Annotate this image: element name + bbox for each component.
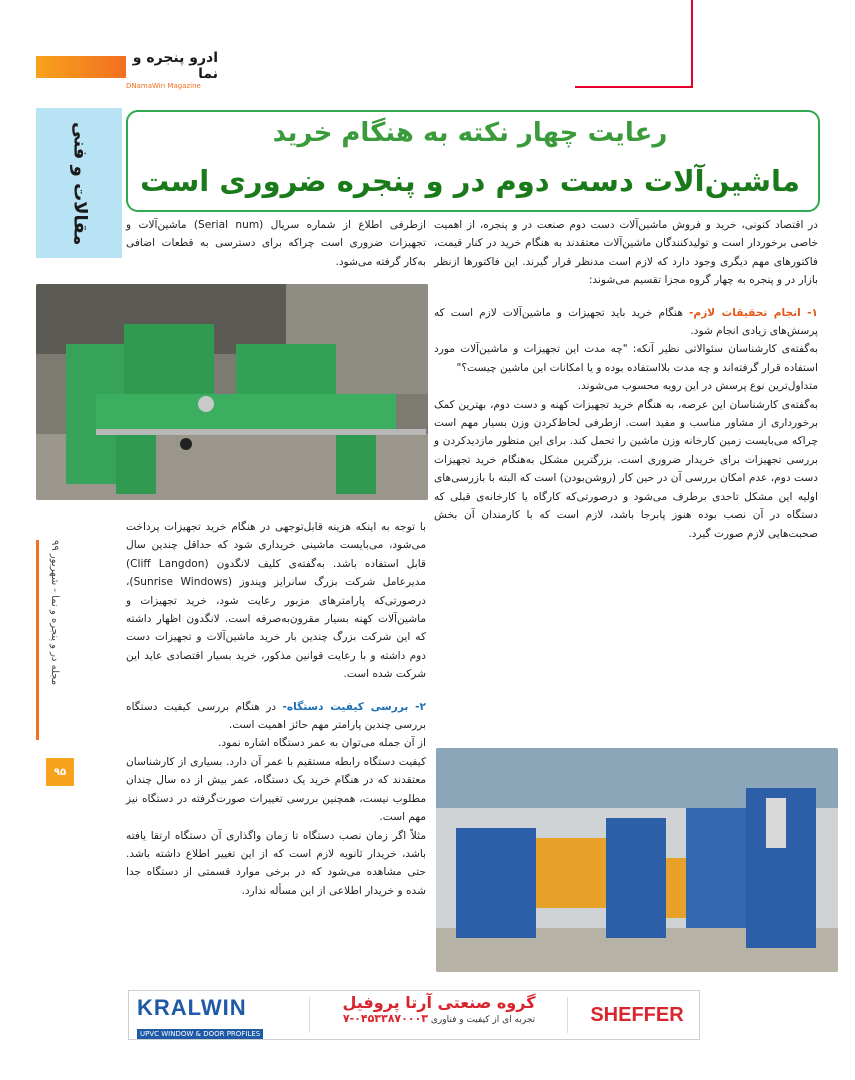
arta-subtitle	[319, 1012, 559, 1025]
header-red-hline	[575, 86, 693, 88]
arta-phone: ۰۴۵۳۳۸۷۰۰۰۳-۷	[342, 1012, 428, 1025]
left-mid-paragraph-3: کیفیت دستگاه رابطه مستقیم با عمر آن دارد. بسیاری از کارشناسان معتقدند که در هنگام خرید یک دستگاه، عمر بیش از ده سال چندان مطلوب نیست، همچنین بررسی تغییرات صورت‌گرفته در دستگاه نیز مهم است.	[126, 755, 426, 824]
intro-paragraph: در اقتصاد کنونی، خرید و فروش ماشین‌آلات دست دوم صنعت در و پنجره، از اهمیت خاصی برخوردار است و تولیدکنندگان ماشین‌آلات معتقدند به هنگام خرید در کنار قیمت، فاکتورهای مهم دیگری وجود دارد که لازم است مدنظر قرار گیرند. این فاکتورها ازنظر بازار در و پنجره به چهار گروه مجزا تقسیم می‌شوند:	[434, 219, 818, 287]
arta-tagline: تجربه ای از کیفیت و فناوری	[430, 1015, 536, 1025]
right-column	[434, 216, 818, 543]
section-2-body: در هنگام بررسی کیفیت دستگاه بررسی چندین پارامتر مهم حائز اهمیت است.	[126, 700, 426, 732]
window-machines-image	[436, 748, 838, 972]
arta-profile-block	[319, 993, 559, 1025]
header-red-line	[691, 0, 693, 88]
right-paragraph-3: متداول‌ترین نوع پرسش در این رویه محسوب می‌شوند.	[577, 380, 818, 393]
right-paragraph-2: به‌گفته‌ی کارشناسان سئوالاتی نظیر آنکه: "چه مدت این تجهیزات و ماشین‌آلات مورد استفاده قرار گرفته‌اند و چه مدت بلااستفاده بوده و یا امکانات این ماشین چیست؟"	[434, 343, 818, 374]
sheffer-brand: SHEFFER	[590, 1003, 684, 1026]
page-number: ۹۵	[46, 758, 74, 786]
section-2-heading: ۲- بررسی کیفیت دستگاه-	[282, 700, 426, 713]
kralwin-brand: KRALWIN	[137, 995, 247, 1020]
ad-banner[interactable]	[128, 990, 700, 1040]
left-mid-paragraph-2: از آن جمله می‌توان به عمر دستگاه اشاره نمود.	[218, 737, 426, 750]
logo-subtext: DNamaWin Magazine	[126, 82, 201, 90]
kralwin-sub: UPVC WINDOW & DOOR PROFILES	[137, 1029, 263, 1039]
left-top-column	[126, 216, 426, 271]
logo-text: ادرو پنجره و نما	[132, 50, 218, 82]
section-tab-label: مقالات و فنی	[69, 122, 91, 246]
section-1-body: هنگام خرید باید تجهیزات و ماشین‌آلات لازم است که پرسش‌های زیادی انجام شود.	[434, 306, 818, 338]
title-line-2: ماشین‌آلات دست دوم در و پنجره ضروری است	[140, 164, 800, 198]
magazine-logo	[126, 50, 218, 90]
section-2	[126, 698, 426, 735]
ad-divider-right	[567, 997, 568, 1033]
header-orange-bar	[36, 56, 126, 78]
magazine-line: مجله در و پنجره و نما - شهریور ۹۹	[49, 540, 60, 686]
lathe-machine-image	[36, 284, 428, 500]
left-top-paragraph: ازطرفی اطلاع از شماره سریال (Serial num) ماشین‌آلات و تجهیزات ضروری است چراکه برای دسترسی به قطعات اضافی به‌کار گرفته می‌شود.	[126, 219, 426, 268]
arta-title: گروه صنعتی آرتا پروفیل	[342, 993, 536, 1012]
kralwin-logo	[137, 995, 307, 1038]
section-1-heading: ۱- انجام تحقیقات لازم-	[689, 306, 819, 319]
ad-divider-left	[309, 997, 310, 1033]
left-mid-paragraph-4: مثلاً اگر زمان نصب دستگاه تا زمان واگذاری آن دستگاه ارتقا یافته باشد، خریدار ثانویه لازم است که از این تغییر اطلاع داشته باشد. حتی مشاهده می‌شود که در برخی موارد قسمتی از دستگاه جدا شده و خریدار اطلاعی از این مسأله ندارد.	[126, 829, 426, 897]
section-1	[434, 304, 818, 341]
sidebar-orange-line	[36, 540, 39, 740]
title-line-1: رعایت چهار نکته به هنگام خرید	[272, 118, 668, 148]
left-mid-column	[126, 518, 426, 900]
right-paragraph-4: به‌گفته‌ی کارشناسان این عرصه، به هنگام خرید تجهیزات کهنه و دست دوم، بهترین کمک برخورداری از مشاور مناسب و مفید است. ازطرفی لحاظ‌کردن وزن بسیار مهم است چراکه می‌بایست زمین کارخانه وزن ماشین را تحمل کند. برای این منظور مازدیدکردن و بررسی تجهیزات برای خریدار ضروری است. بزرگترین مشکل به‌هنگام خرید تجهیزات دست دوم، عدم امکان بررسی آن در حین کار (روشن‌بودن) است که البته با بازرسی‌های اولیه این مشکل تاحدی برطرف می‌شود و درصورتی‌که کارگاه یا کارخانه‌ی قبلی که دستگاه در آن نصب بوده هنوز پابرجا باشد، لازم است که با کارمندان آن بخش صحبت‌هایی لازم صورت گیرد.	[434, 398, 818, 540]
left-mid-paragraph-1: با توجه به اینکه هزینه قابل‌توجهی در هنگام خرید تجهیزات پرداخت می‌شود، می‌بایست ماشینی خریداری شود که حداقل چندین سال قابل استفاده باشد. به‌گفته‌ی کلیف لانگدون (Cliff Langdon) مدیرعامل شرکت بزرگ سانرایز ویندوز (Sunrise Windows)، درصورتی‌که پارامترهای مزبور رعایت شود، خرید تجهیزات و ماشین‌آلات کهنه بسیار مقرون‌به‌صرفه است. لانگدون اظهار داشته که این شرکت بزرگ چندین بار خرید ماشین‌آلات و تجهیزات دست دوم داشته و با رعایت قوانین مذکور، خرید بسیار اقتصادی عاید این شرکت شده است.	[126, 521, 426, 681]
